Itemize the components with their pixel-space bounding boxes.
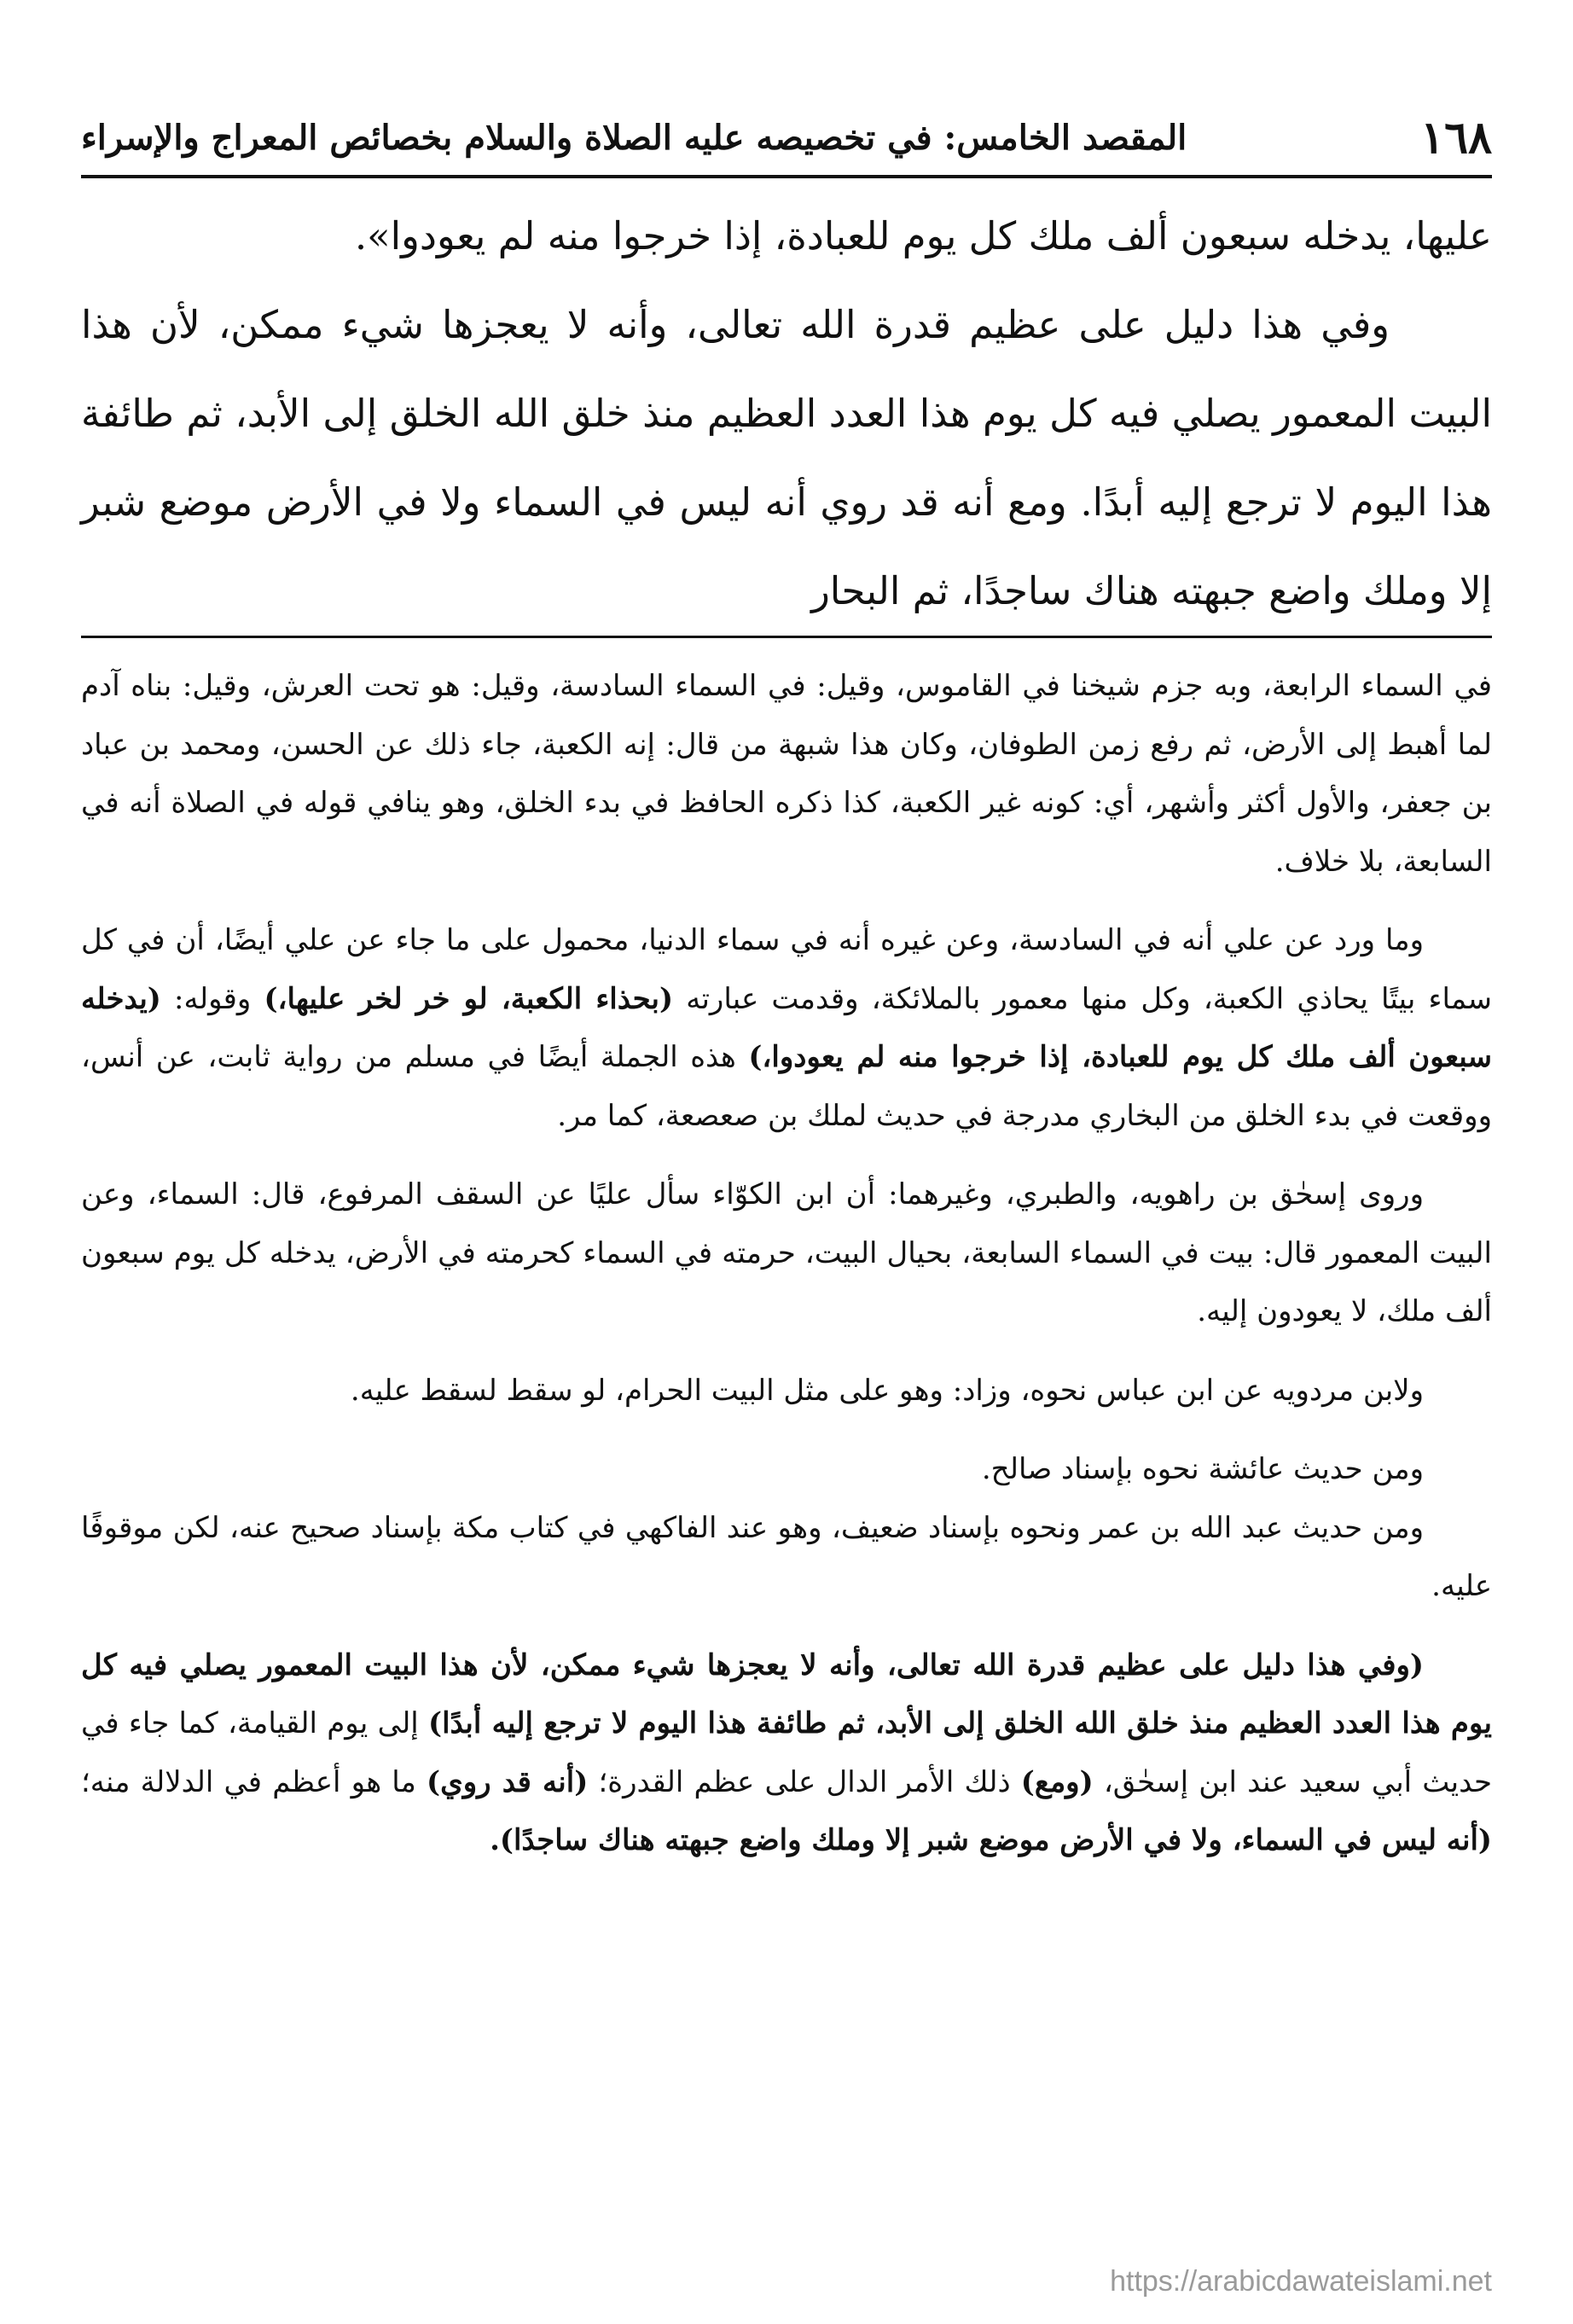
quoted-text: (يدخله سبعون ألف ملك كل يوم للعبادة، إذا خرجوا منه لم يعودوا،) <box>81 981 1492 1074</box>
commentary-paragraph-4: ولابن مردويه عن ابن عباس نحوه، وزاد: وهو على مثل البيت الحرام، لو سقط لسقط عليه. <box>350 1373 1424 1408</box>
commentary-paragraph-7: (وفي هذا دليل على عظيم قدرة الله تعالى، وأنه لا يعجزها شيء ممكن، لأن هذا البيت المعمور يصلي فيه كل يوم هذا العدد العظيم منذ خلق الله الخلق إلى الأبد، ثم طائفة هذا اليوم لا ترجع إليه أبدًا) إلى يوم القيامة، كما جاء في حديث أبي سعيد عند ابن إسحٰق، (ومع) ذلك الأمر الدال على عظم القدرة؛ (أنه قد روي) ما هو أعظم في الدلالة منه؛ (أنه ليس في السماء، ولا في الأرض موضع شبر إلا وملك واضع جبهته هناك ساجدًا). <box>81 1647 1492 1857</box>
commentary-paragraph-5: ومن حديث عائشة نحوه بإسناد صالح. <box>981 1452 1424 1486</box>
quoted-text: (ومع) <box>1020 1764 1094 1799</box>
main-text <box>81 192 1492 636</box>
commentary-paragraph-6: ومن حديث عبد الله بن عمر ونحوه بإسناد ضعيف، وهو عند الفاكهي في كتاب مكة بإسناد صحيح عنه، لكن موقوفًا عليه. <box>81 1510 1492 1603</box>
commentary-paragraph-1: في السماء الرابعة، وبه جزم شيخنا في القاموس، وقيل: في السماء السادسة، وقيل: هو تحت العرش، وقيل: بناه آدم لما أهبط إلى الأرض، ثم رفع زمن الطوفان، وكان هذا شبهة من قال: إنه الكعبة، جاء ذلك عن الحسن، ومحمد بن عباد بن جعفر، والأول أكثر وأشهر، أي: كونه غير الكعبة، كذا ذكره الحافظ في بدء الخلق، وهو ينافي قوله في الصلاة أنه في السابعة، بلا خلاف. <box>81 669 1492 879</box>
page-header <box>81 107 1492 168</box>
watermark-url: https://arabicdawateislami.net <box>1110 2265 1492 2298</box>
running-title: المقصد الخامس: في تخصيصه عليه الصلاة والسلام بخصائص المعراج والإسراء <box>81 117 1187 158</box>
quoted-text: (وفي هذا دليل على عظيم قدرة الله تعالى، وأنه لا يعجزها شيء ممكن، لأن هذا البيت المعمور يصلي فيه كل يوم هذا العدد العظيم منذ خلق الله الخلق إلى الأبد، ثم طائفة هذا اليوم لا ترجع إليه أبدًا) <box>81 1647 1492 1740</box>
footnote-separator <box>81 636 1492 638</box>
commentary-paragraph-2: وما ورد عن علي أنه في السادسة، وعن غيره أنه في سماء الدنيا، محمول على ما جاء عن علي أيضًا، أن في كل سماء بيتًا يحاذي الكعبة، وكل منها معمور بالملائكة، وقدمت عبارته (بحذاء الكعبة، لو خر لخر عليها،) وقوله: (يدخله سبعون ألف ملك كل يوم للعبادة، إذا خرجوا منه لم يعودوا،) هذه الجملة أيضًا في مسلم من رواية ثابت، عن أنس، ووقعت في بدء الخلق من البخاري مدرجة في حديث لملك بن صعصعة، كما مر. <box>81 923 1492 1133</box>
header-rule <box>81 175 1492 178</box>
quoted-text: (بحذاء الكعبة، لو خر لخر عليها،) <box>264 981 674 1016</box>
commentary-text <box>81 657 1492 1870</box>
quoted-text: (أنه ليس في السماء، ولا في الأرض موضع شبر إلا وملك واضع جبهته هناك ساجدًا). <box>490 1823 1492 1857</box>
page-number: ١٦٨ <box>1420 111 1492 164</box>
main-paragraph-1: عليها، يدخله سبعون ألف ملك كل يوم للعبادة، إذا خرجوا منه لم يعودوا». <box>354 213 1492 259</box>
quoted-text: (أنه قد روي) <box>427 1764 589 1799</box>
main-paragraph-2: وفي هذا دليل على عظيم قدرة الله تعالى، وأنه لا يعجزها شيء ممكن، لأن هذا البيت المعمور يصلي فيه كل يوم هذا العدد العظيم منذ خلق الله الخلق إلى الأبد، ثم طائفة هذا اليوم لا ترجع إليه أبدًا. ومع أنه قد روي أنه ليس في السماء ولا في الأرض موضع شبر إلا وملك واضع جبهته هناك ساجدًا، ثم البحار <box>81 302 1492 613</box>
commentary-paragraph-3: وروى إسحٰق بن راهويه، والطبري، وغيرهما: أن ابن الكوّاء سأل عليًا عن السقف المرفوع، قال: السماء، وعن البيت المعمور قال: بيت في السماء السابعة، بحيال البيت، حرمته في السماء كحرمته في الأرض، يدخله كل يوم سبعون ألف ملك، لا يعودون إليه. <box>81 1177 1492 1328</box>
